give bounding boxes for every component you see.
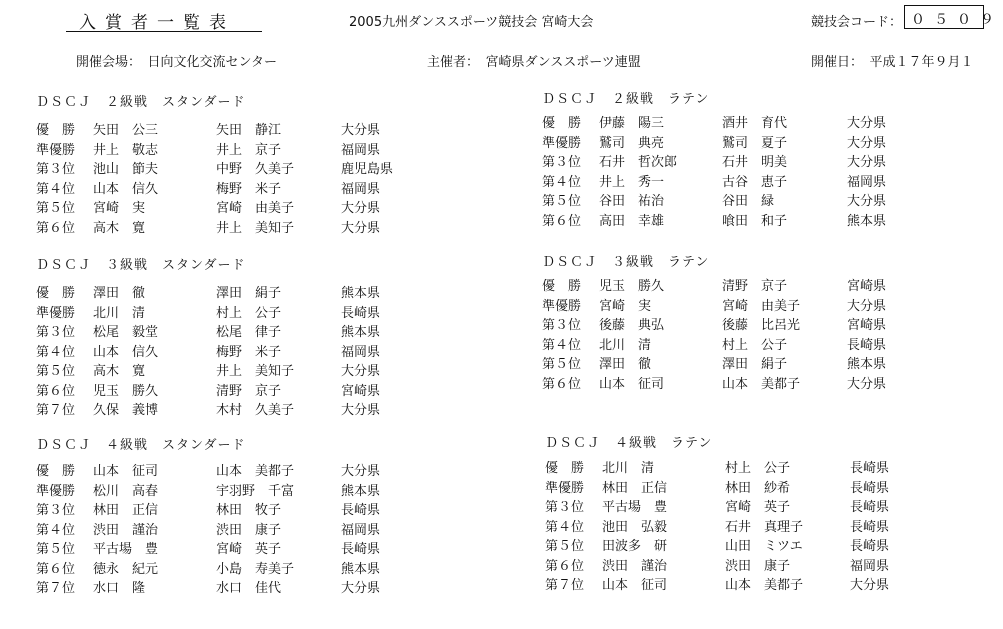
prefecture: 福岡県 bbox=[847, 174, 887, 190]
partner-name: 山本 美都子 bbox=[722, 376, 801, 392]
placing: 第３位 bbox=[36, 503, 76, 518]
partner-name: 木村 久美子 bbox=[216, 403, 295, 418]
placing: 第５位 bbox=[542, 194, 582, 209]
prefecture: 大分県 bbox=[341, 364, 381, 379]
competition-code-value: ０５０９ bbox=[911, 12, 1003, 28]
partner-name: 山本 美都子 bbox=[725, 578, 804, 593]
competition-code-label: 競技会コード： bbox=[811, 15, 903, 30]
leader-name: 水口 隆 bbox=[93, 581, 146, 596]
placing: 第５位 bbox=[545, 539, 585, 554]
result-row bbox=[542, 171, 902, 190]
leader-name: 渋田 謹治 bbox=[602, 558, 668, 574]
placing: 準優勝 bbox=[542, 298, 582, 314]
leader-name: 徳永 紀元 bbox=[93, 561, 159, 577]
prefecture: 大分県 bbox=[341, 220, 381, 236]
placing: 第６位 bbox=[36, 383, 76, 399]
leader-name: 矢田 公三 bbox=[93, 123, 159, 138]
event-name: 2005九州ダンススポーツ競技会 宮崎大会 bbox=[349, 15, 594, 30]
partner-name: 梅野 米子 bbox=[216, 344, 282, 360]
placing: 第６位 bbox=[545, 558, 585, 574]
placing: 第７位 bbox=[36, 403, 76, 418]
result-row bbox=[36, 197, 396, 216]
prefecture: 長崎県 bbox=[850, 539, 890, 554]
partner-name: 小島 寿美子 bbox=[216, 561, 295, 577]
prefecture: 鹿児島県 bbox=[341, 162, 394, 177]
partner-name: 鷲司 夏子 bbox=[722, 135, 788, 151]
placing: 第３位 bbox=[542, 318, 582, 333]
leader-name: 後藤 典弘 bbox=[599, 318, 665, 333]
section-heading: ＤＳＣＪ ４級戦 スタンダード bbox=[36, 438, 246, 453]
result-row bbox=[36, 360, 396, 379]
leader-name: 池田 弘毅 bbox=[602, 519, 668, 535]
partner-name: 井上 美知子 bbox=[216, 364, 295, 379]
leader-name: 井上 敬志 bbox=[93, 142, 159, 158]
partner-name: 宇羽野 千富 bbox=[216, 483, 295, 499]
placing: 第５位 bbox=[542, 357, 582, 372]
result-row bbox=[542, 112, 902, 131]
partner-name: 谷田 緑 bbox=[722, 194, 775, 209]
prefecture: 宮崎県 bbox=[847, 279, 887, 294]
partner-name: 清野 京子 bbox=[216, 383, 282, 399]
prefecture: 宮崎県 bbox=[341, 383, 381, 399]
leader-name: 北川 清 bbox=[93, 305, 146, 321]
prefecture: 福岡県 bbox=[341, 142, 381, 158]
prefecture: 熊本県 bbox=[847, 213, 887, 229]
partner-name: 渋田 康子 bbox=[725, 558, 791, 574]
placing: 優 勝 bbox=[545, 461, 585, 476]
leader-name: 児玉 勝久 bbox=[599, 279, 665, 294]
prefecture: 長崎県 bbox=[847, 337, 887, 353]
partner-name: 松尾 律子 bbox=[216, 325, 282, 340]
prefecture: 熊本県 bbox=[341, 286, 381, 301]
partner-name: 石井 真理子 bbox=[725, 519, 804, 535]
result-row bbox=[542, 151, 902, 170]
result-row bbox=[542, 275, 902, 294]
prefecture: 長崎県 bbox=[341, 305, 381, 321]
leader-name: 鷲司 典亮 bbox=[599, 135, 665, 151]
leader-name: 山本 征司 bbox=[602, 578, 668, 593]
leader-name: 林田 正信 bbox=[602, 480, 668, 496]
leader-name: 宮崎 実 bbox=[93, 201, 146, 216]
leader-name: 高木 寛 bbox=[93, 220, 146, 236]
placing: 第４位 bbox=[545, 519, 585, 535]
placing: 優 勝 bbox=[36, 464, 76, 479]
prefecture: 大分県 bbox=[847, 116, 887, 131]
partner-name: 井上 美知子 bbox=[216, 220, 295, 236]
placing: 第４位 bbox=[542, 174, 582, 190]
placing: 第７位 bbox=[545, 578, 585, 593]
result-row bbox=[542, 132, 902, 151]
partner-name: 水口 佳代 bbox=[216, 581, 282, 596]
prefecture: 熊本県 bbox=[341, 483, 381, 499]
placing: 第５位 bbox=[36, 542, 76, 557]
partner-name: 後藤 比呂光 bbox=[722, 318, 801, 333]
partner-name: 林田 牧子 bbox=[216, 503, 282, 518]
placing: 優 勝 bbox=[36, 286, 76, 301]
partner-name: 宮崎 英子 bbox=[725, 500, 791, 515]
section-heading: ＤＳＣＪ ３級戦 ラテン bbox=[542, 255, 710, 270]
result-row bbox=[36, 119, 396, 138]
placing: 第４位 bbox=[36, 344, 76, 360]
partner-name: 清野 京子 bbox=[722, 279, 788, 294]
placing: 第６位 bbox=[542, 213, 582, 229]
prefecture: 福岡県 bbox=[341, 181, 381, 197]
placing: 第３位 bbox=[36, 162, 76, 177]
leader-name: 山本 征司 bbox=[93, 464, 159, 479]
result-row bbox=[36, 178, 396, 197]
prefecture: 大分県 bbox=[847, 376, 887, 392]
partner-name: 林田 紗希 bbox=[725, 480, 791, 496]
partner-name: 梅野 米子 bbox=[216, 181, 282, 197]
result-row bbox=[36, 577, 396, 596]
result-row bbox=[36, 538, 396, 557]
prefecture: 大分県 bbox=[847, 194, 887, 209]
partner-name: 村上 公子 bbox=[725, 461, 791, 476]
leader-name: 林田 正信 bbox=[93, 503, 159, 518]
prefecture: 長崎県 bbox=[850, 480, 890, 496]
prefecture: 大分県 bbox=[341, 581, 381, 596]
result-row bbox=[542, 295, 902, 314]
result-row bbox=[542, 210, 902, 229]
partner-name: 村上 公子 bbox=[216, 305, 282, 321]
section-heading: ＤＳＣＪ ２級戦 ラテン bbox=[542, 92, 710, 107]
partner-name: 村上 公子 bbox=[722, 337, 788, 353]
placing: 第６位 bbox=[542, 376, 582, 392]
leader-name: 井上 秀一 bbox=[599, 174, 665, 190]
result-row bbox=[36, 139, 396, 158]
prefecture: 福岡県 bbox=[341, 522, 381, 538]
placing: 優 勝 bbox=[36, 123, 76, 138]
result-row bbox=[36, 158, 396, 177]
result-row bbox=[36, 519, 396, 538]
partner-name: 喰田 和子 bbox=[722, 213, 788, 229]
leader-name: 澤田 徹 bbox=[93, 286, 146, 301]
result-row bbox=[36, 341, 396, 360]
leader-name: 石井 哲次郎 bbox=[599, 155, 678, 170]
placing: 準優勝 bbox=[36, 142, 76, 158]
prefecture: 福岡県 bbox=[850, 558, 890, 574]
partner-name: 宮崎 由美子 bbox=[722, 298, 801, 314]
partner-name: 石井 明美 bbox=[722, 155, 788, 170]
result-row bbox=[542, 190, 902, 209]
result-row bbox=[36, 460, 396, 479]
result-row bbox=[542, 373, 902, 392]
partner-name: 古谷 恵子 bbox=[722, 174, 788, 190]
title-underline bbox=[66, 31, 262, 32]
placing: 準優勝 bbox=[36, 305, 76, 321]
partner-name: 澤田 絹子 bbox=[722, 357, 788, 372]
result-row bbox=[36, 380, 396, 399]
result-row bbox=[545, 574, 905, 593]
placing: 準優勝 bbox=[542, 135, 582, 151]
result-row bbox=[545, 555, 905, 574]
leader-name: 池山 節夫 bbox=[93, 162, 159, 177]
result-row bbox=[36, 558, 396, 577]
placing: 第３位 bbox=[542, 155, 582, 170]
result-row bbox=[545, 496, 905, 515]
placing: 第７位 bbox=[36, 581, 76, 596]
prefecture: 福岡県 bbox=[341, 344, 381, 360]
leader-name: 伊藤 陽三 bbox=[599, 116, 665, 131]
partner-name: 井上 京子 bbox=[216, 142, 282, 158]
result-row bbox=[542, 314, 902, 333]
partner-name: 宮崎 由美子 bbox=[216, 201, 295, 216]
result-row bbox=[545, 477, 905, 496]
prefecture: 大分県 bbox=[850, 578, 890, 593]
placing: 第５位 bbox=[36, 364, 76, 379]
leader-name: 高田 幸雄 bbox=[599, 213, 665, 229]
result-row bbox=[36, 399, 396, 418]
section-heading: ＤＳＣＪ ４級戦 ラテン bbox=[545, 436, 713, 451]
placing: 第３位 bbox=[545, 500, 585, 515]
leader-name: 山本 征司 bbox=[599, 376, 665, 392]
leader-name: 平古場 豊 bbox=[93, 542, 159, 557]
placing: 優 勝 bbox=[542, 279, 582, 294]
document-title: 入賞者一覧表 bbox=[79, 13, 235, 33]
leader-name: 澤田 徹 bbox=[599, 357, 652, 372]
leader-name: 北川 清 bbox=[599, 337, 652, 353]
placing: 第６位 bbox=[36, 561, 76, 577]
prefecture: 長崎県 bbox=[341, 542, 381, 557]
leader-name: 渋田 謹治 bbox=[93, 522, 159, 538]
prefecture: 長崎県 bbox=[341, 503, 381, 518]
partner-name: 矢田 静江 bbox=[216, 123, 282, 138]
prefecture: 熊本県 bbox=[341, 325, 381, 340]
leader-name: 北川 清 bbox=[602, 461, 655, 476]
prefecture: 大分県 bbox=[847, 298, 887, 314]
leader-name: 高木 寛 bbox=[93, 364, 146, 379]
prefecture: 大分県 bbox=[847, 155, 887, 170]
partner-name: 中野 久美子 bbox=[216, 162, 295, 177]
prefecture: 長崎県 bbox=[850, 519, 890, 535]
placing: 準優勝 bbox=[545, 480, 585, 496]
venue: 開催会場： 日向文化交流センター bbox=[76, 55, 277, 70]
placing: 第４位 bbox=[36, 522, 76, 538]
event-date: 開催日： 平成１７年９月１ bbox=[811, 55, 974, 70]
result-row bbox=[36, 499, 396, 518]
prefecture: 熊本県 bbox=[847, 357, 887, 372]
result-row bbox=[542, 353, 902, 372]
leader-name: 宮崎 実 bbox=[599, 298, 652, 314]
prefecture: 長崎県 bbox=[850, 461, 890, 476]
section-heading: ＤＳＣＪ ２級戦 スタンダード bbox=[36, 95, 246, 110]
prefecture: 大分県 bbox=[341, 464, 381, 479]
prefecture: 熊本県 bbox=[341, 561, 381, 577]
result-row bbox=[36, 321, 396, 340]
leader-name: 平古場 豊 bbox=[602, 500, 668, 515]
competition-code-box bbox=[904, 5, 1003, 29]
leader-name: 谷田 祐治 bbox=[599, 194, 665, 209]
placing: 準優勝 bbox=[36, 483, 76, 499]
result-row bbox=[545, 516, 905, 535]
result-row bbox=[36, 302, 396, 321]
placing: 第３位 bbox=[36, 325, 76, 340]
result-row bbox=[36, 217, 396, 236]
result-row bbox=[36, 282, 396, 301]
partner-name: 山本 美都子 bbox=[216, 464, 295, 479]
leader-name: 松川 高春 bbox=[93, 483, 159, 499]
prefecture: 大分県 bbox=[847, 135, 887, 151]
placing: 優 勝 bbox=[542, 116, 582, 131]
leader-name: 久保 義博 bbox=[93, 403, 159, 418]
partner-name: 澤田 絹子 bbox=[216, 286, 282, 301]
prefecture: 大分県 bbox=[341, 403, 381, 418]
placing: 第４位 bbox=[36, 181, 76, 197]
result-row bbox=[545, 535, 905, 554]
partner-name: 宮崎 英子 bbox=[216, 542, 282, 557]
result-row bbox=[542, 334, 902, 353]
placing: 第６位 bbox=[36, 220, 76, 236]
result-row bbox=[36, 480, 396, 499]
leader-name: 田波多 研 bbox=[602, 539, 668, 554]
result-row bbox=[545, 457, 905, 476]
prefecture: 大分県 bbox=[341, 201, 381, 216]
organizer: 主催者： 宮崎県ダンススポーツ連盟 bbox=[427, 55, 641, 70]
prefecture: 宮崎県 bbox=[847, 318, 887, 333]
placing: 第５位 bbox=[36, 201, 76, 216]
leader-name: 山本 信久 bbox=[93, 181, 159, 197]
section-heading: ＤＳＣＪ ３級戦 スタンダード bbox=[36, 258, 246, 273]
leader-name: 松尾 毅堂 bbox=[93, 325, 159, 340]
leader-name: 児玉 勝久 bbox=[93, 383, 159, 399]
leader-name: 山本 信久 bbox=[93, 344, 159, 360]
placing: 第４位 bbox=[542, 337, 582, 353]
prefecture: 長崎県 bbox=[850, 500, 890, 515]
partner-name: 山田 ミツエ bbox=[725, 539, 803, 554]
prefecture: 大分県 bbox=[341, 123, 381, 138]
partner-name: 渋田 康子 bbox=[216, 522, 282, 538]
partner-name: 酒井 育代 bbox=[722, 116, 788, 131]
